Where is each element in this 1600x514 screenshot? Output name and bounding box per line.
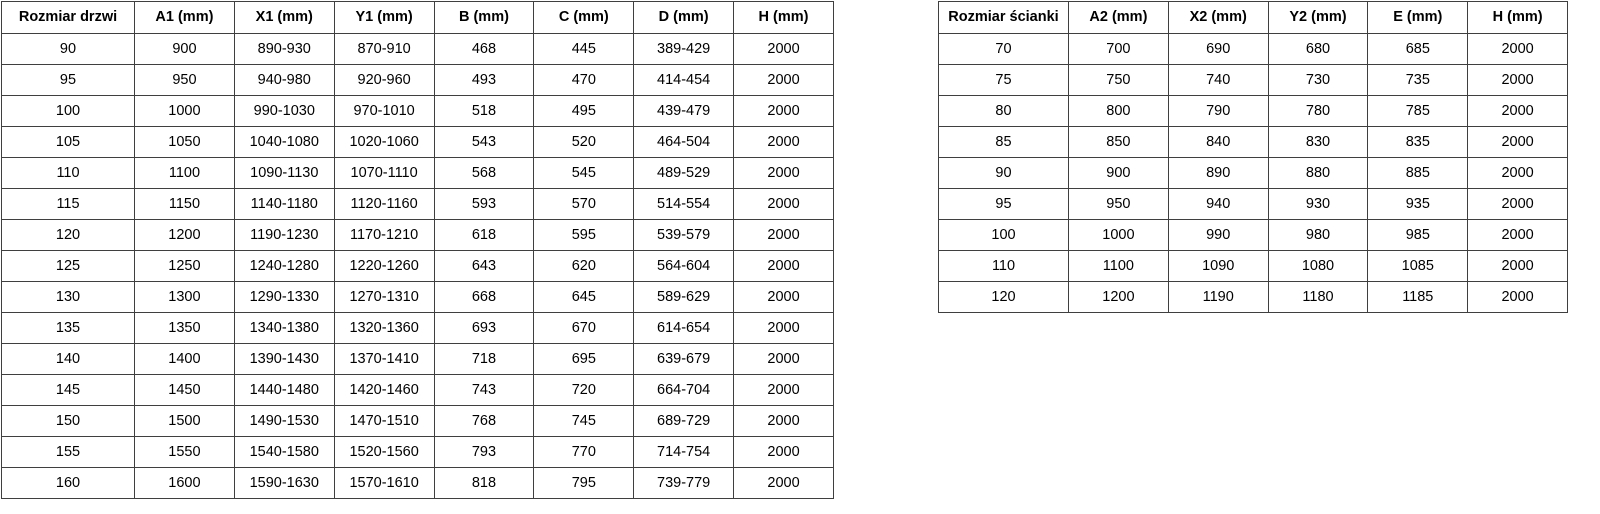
table-cell: 2000: [734, 96, 834, 127]
table-cell: 593: [434, 189, 534, 220]
table-cell: 885: [1368, 158, 1468, 189]
table-cell: 1040-1080: [234, 127, 334, 158]
table-cell: 570: [534, 189, 634, 220]
table-cell: 2000: [1468, 251, 1568, 282]
table-cell: 693: [434, 313, 534, 344]
table-cell: 514-554: [634, 189, 734, 220]
table-cell: 539-579: [634, 220, 734, 251]
wall-table-header: [939, 2, 1568, 34]
table-cell: 1370-1410: [334, 344, 434, 375]
table-cell: 150: [2, 406, 135, 437]
table-cell: 2000: [734, 251, 834, 282]
table-cell: 445: [534, 34, 634, 65]
table-cell: 668: [434, 282, 534, 313]
table-cell: 940-980: [234, 65, 334, 96]
table-cell: 695: [534, 344, 634, 375]
column-header: Y1 (mm): [334, 2, 434, 34]
table-cell: 470: [534, 65, 634, 96]
table-cell: 1490-1530: [234, 406, 334, 437]
column-header: H (mm): [734, 2, 834, 34]
table-cell: 468: [434, 34, 534, 65]
table-cell: 780: [1268, 96, 1368, 127]
table-cell: 620: [534, 251, 634, 282]
table-cell: 1100: [1069, 251, 1169, 282]
table-cell: 870-910: [334, 34, 434, 65]
table-cell: 1500: [135, 406, 235, 437]
table-cell: 1470-1510: [334, 406, 434, 437]
table-cell: 130: [2, 282, 135, 313]
table-cell: 940: [1168, 189, 1268, 220]
table-row: [2, 96, 834, 127]
table-cell: 493: [434, 65, 534, 96]
column-header: Rozmiar ścianki: [939, 2, 1069, 34]
table-cell: 2000: [734, 375, 834, 406]
table-cell: 2000: [1468, 282, 1568, 313]
table-cell: 439-479: [634, 96, 734, 127]
table-row: [939, 189, 1568, 220]
table-cell: 745: [534, 406, 634, 437]
table-cell: 1090: [1168, 251, 1268, 282]
table-cell: 2000: [1468, 127, 1568, 158]
table-cell: 990: [1168, 220, 1268, 251]
table-cell: 2000: [734, 34, 834, 65]
table-cell: 840: [1168, 127, 1268, 158]
table-cell: 1000: [1069, 220, 1169, 251]
table-cell: 2000: [734, 406, 834, 437]
table-cell: 1420-1460: [334, 375, 434, 406]
table-cell: 1270-1310: [334, 282, 434, 313]
table-row: [2, 406, 834, 437]
table-cell: 1200: [135, 220, 235, 251]
table-cell: 520: [534, 127, 634, 158]
table-cell: 639-679: [634, 344, 734, 375]
table-row: [2, 158, 834, 189]
table-cell: 1200: [1069, 282, 1169, 313]
table-cell: 140: [2, 344, 135, 375]
table-cell: 2000: [734, 282, 834, 313]
table-cell: 785: [1368, 96, 1468, 127]
table-cell: 680: [1268, 34, 1368, 65]
table-cell: 90: [2, 34, 135, 65]
column-header: X1 (mm): [234, 2, 334, 34]
table-cell: 700: [1069, 34, 1169, 65]
table-cell: 2000: [1468, 189, 1568, 220]
door-table-body: [2, 34, 834, 499]
table-cell: 689-729: [634, 406, 734, 437]
table-cell: 2000: [734, 313, 834, 344]
table-cell: 95: [939, 189, 1069, 220]
table-cell: 1340-1380: [234, 313, 334, 344]
column-header: C (mm): [534, 2, 634, 34]
table-cell: 464-504: [634, 127, 734, 158]
table-row: [2, 220, 834, 251]
table-cell: 750: [1069, 65, 1169, 96]
door-table-header: [2, 2, 834, 34]
table-cell: 980: [1268, 220, 1368, 251]
table-cell: 145: [2, 375, 135, 406]
table-cell: 414-454: [634, 65, 734, 96]
table-cell: 618: [434, 220, 534, 251]
table-cell: 2000: [734, 158, 834, 189]
table-cell: 850: [1069, 127, 1169, 158]
table-cell: 1520-1560: [334, 437, 434, 468]
table-cell: 1100: [135, 158, 235, 189]
table-cell: 2000: [1468, 220, 1568, 251]
table-cell: 720: [534, 375, 634, 406]
table-cell: 920-960: [334, 65, 434, 96]
table-cell: 2000: [734, 344, 834, 375]
column-header: B (mm): [434, 2, 534, 34]
table-row: [2, 189, 834, 220]
table-cell: 1440-1480: [234, 375, 334, 406]
table-cell: 125: [2, 251, 135, 282]
table-cell: 543: [434, 127, 534, 158]
table-cell: 930: [1268, 189, 1368, 220]
table-cell: 115: [2, 189, 135, 220]
table-cell: 795: [534, 468, 634, 499]
table-cell: 730: [1268, 65, 1368, 96]
column-header: D (mm): [634, 2, 734, 34]
table-cell: 1400: [135, 344, 235, 375]
table-cell: 568: [434, 158, 534, 189]
table-cell: 1120-1160: [334, 189, 434, 220]
table-row: [939, 65, 1568, 96]
table-cell: 1290-1330: [234, 282, 334, 313]
table-cell: 739-779: [634, 468, 734, 499]
table-row: [2, 375, 834, 406]
table-cell: 589-629: [634, 282, 734, 313]
table-cell: 489-529: [634, 158, 734, 189]
table-cell: 714-754: [634, 437, 734, 468]
table-row: [2, 344, 834, 375]
table-cell: 495: [534, 96, 634, 127]
table-cell: 120: [939, 282, 1069, 313]
table-cell: 110: [939, 251, 1069, 282]
table-cell: 1220-1260: [334, 251, 434, 282]
table-cell: 2000: [734, 127, 834, 158]
table-cell: 985: [1368, 220, 1468, 251]
table-cell: 800: [1069, 96, 1169, 127]
table-cell: 880: [1268, 158, 1368, 189]
table-cell: 900: [1069, 158, 1169, 189]
table-cell: 2000: [1468, 158, 1568, 189]
wall-size-table: [938, 1, 1568, 313]
table-cell: 740: [1168, 65, 1268, 96]
table-cell: 70: [939, 34, 1069, 65]
table-cell: 155: [2, 437, 135, 468]
table-cell: 1050: [135, 127, 235, 158]
table-cell: 1600: [135, 468, 235, 499]
table-cell: 990-1030: [234, 96, 334, 127]
table-cell: 1550: [135, 437, 235, 468]
table-cell: 1170-1210: [334, 220, 434, 251]
table-row: [2, 65, 834, 96]
table-cell: 95: [2, 65, 135, 96]
table-cell: 80: [939, 96, 1069, 127]
table-cell: 595: [534, 220, 634, 251]
table-cell: 645: [534, 282, 634, 313]
table-cell: 1450: [135, 375, 235, 406]
table-cell: 790: [1168, 96, 1268, 127]
table-cell: 950: [135, 65, 235, 96]
table-cell: 690: [1168, 34, 1268, 65]
table-cell: 1085: [1368, 251, 1468, 282]
table-cell: 2000: [1468, 34, 1568, 65]
table-cell: 90: [939, 158, 1069, 189]
table-cell: 1140-1180: [234, 189, 334, 220]
table-cell: 890: [1168, 158, 1268, 189]
table-cell: 743: [434, 375, 534, 406]
table-cell: 1300: [135, 282, 235, 313]
table-cell: 685: [1368, 34, 1468, 65]
column-header: X2 (mm): [1168, 2, 1268, 34]
table-cell: 1185: [1368, 282, 1468, 313]
table-cell: 1150: [135, 189, 235, 220]
table-row: [2, 251, 834, 282]
table-cell: 835: [1368, 127, 1468, 158]
table-cell: 890-930: [234, 34, 334, 65]
table-cell: 105: [2, 127, 135, 158]
table-cell: 518: [434, 96, 534, 127]
table-cell: 564-604: [634, 251, 734, 282]
table-row: [2, 34, 834, 65]
table-cell: 1320-1360: [334, 313, 434, 344]
table-cell: 1190-1230: [234, 220, 334, 251]
table-cell: 830: [1268, 127, 1368, 158]
table-cell: 643: [434, 251, 534, 282]
table-cell: 664-704: [634, 375, 734, 406]
table-cell: 135: [2, 313, 135, 344]
table-cell: 389-429: [634, 34, 734, 65]
header-row: [939, 2, 1568, 34]
table-cell: 2000: [1468, 65, 1568, 96]
table-cell: 1250: [135, 251, 235, 282]
table-cell: 1000: [135, 96, 235, 127]
table-cell: 1180: [1268, 282, 1368, 313]
table-cell: 2000: [734, 189, 834, 220]
table-cell: 100: [2, 96, 135, 127]
table-row: [2, 313, 834, 344]
table-row: [939, 220, 1568, 251]
table-cell: 1570-1610: [334, 468, 434, 499]
table-row: [2, 437, 834, 468]
table-cell: 670: [534, 313, 634, 344]
table-cell: 75: [939, 65, 1069, 96]
column-header: H (mm): [1468, 2, 1568, 34]
table-cell: 900: [135, 34, 235, 65]
table-row: [2, 468, 834, 499]
table-cell: 120: [2, 220, 135, 251]
table-cell: 1190: [1168, 282, 1268, 313]
table-row: [939, 282, 1568, 313]
table-cell: 100: [939, 220, 1069, 251]
table-row: [939, 96, 1568, 127]
table-cell: 85: [939, 127, 1069, 158]
column-header: Rozmiar drzwi: [2, 2, 135, 34]
column-header: Y2 (mm): [1268, 2, 1368, 34]
table-cell: 950: [1069, 189, 1169, 220]
table-cell: 768: [434, 406, 534, 437]
column-header: A1 (mm): [135, 2, 235, 34]
table-row: [939, 251, 1568, 282]
table-cell: 735: [1368, 65, 1468, 96]
table-cell: 2000: [734, 220, 834, 251]
table-cell: 110: [2, 158, 135, 189]
table-cell: 160: [2, 468, 135, 499]
table-cell: 1390-1430: [234, 344, 334, 375]
table-cell: 1590-1630: [234, 468, 334, 499]
table-row: [939, 158, 1568, 189]
table-cell: 2000: [734, 437, 834, 468]
table-cell: 545: [534, 158, 634, 189]
table-cell: 1080: [1268, 251, 1368, 282]
table-cell: 2000: [734, 65, 834, 96]
table-cell: 970-1010: [334, 96, 434, 127]
table-row: [939, 34, 1568, 65]
table-cell: 718: [434, 344, 534, 375]
table-row: [2, 282, 834, 313]
table-cell: 770: [534, 437, 634, 468]
table-row: [939, 127, 1568, 158]
header-row: [2, 2, 834, 34]
table-cell: 818: [434, 468, 534, 499]
table-row: [2, 127, 834, 158]
door-size-table: [1, 1, 834, 499]
table-cell: 1240-1280: [234, 251, 334, 282]
table-cell: 935: [1368, 189, 1468, 220]
table-cell: 2000: [734, 468, 834, 499]
table-cell: 1070-1110: [334, 158, 434, 189]
table-cell: 1020-1060: [334, 127, 434, 158]
column-header: A2 (mm): [1069, 2, 1169, 34]
table-cell: 1540-1580: [234, 437, 334, 468]
wall-table-body: [939, 34, 1568, 313]
column-header: E (mm): [1368, 2, 1468, 34]
table-cell: 1090-1130: [234, 158, 334, 189]
table-cell: 793: [434, 437, 534, 468]
table-cell: 2000: [1468, 96, 1568, 127]
table-cell: 614-654: [634, 313, 734, 344]
table-cell: 1350: [135, 313, 235, 344]
